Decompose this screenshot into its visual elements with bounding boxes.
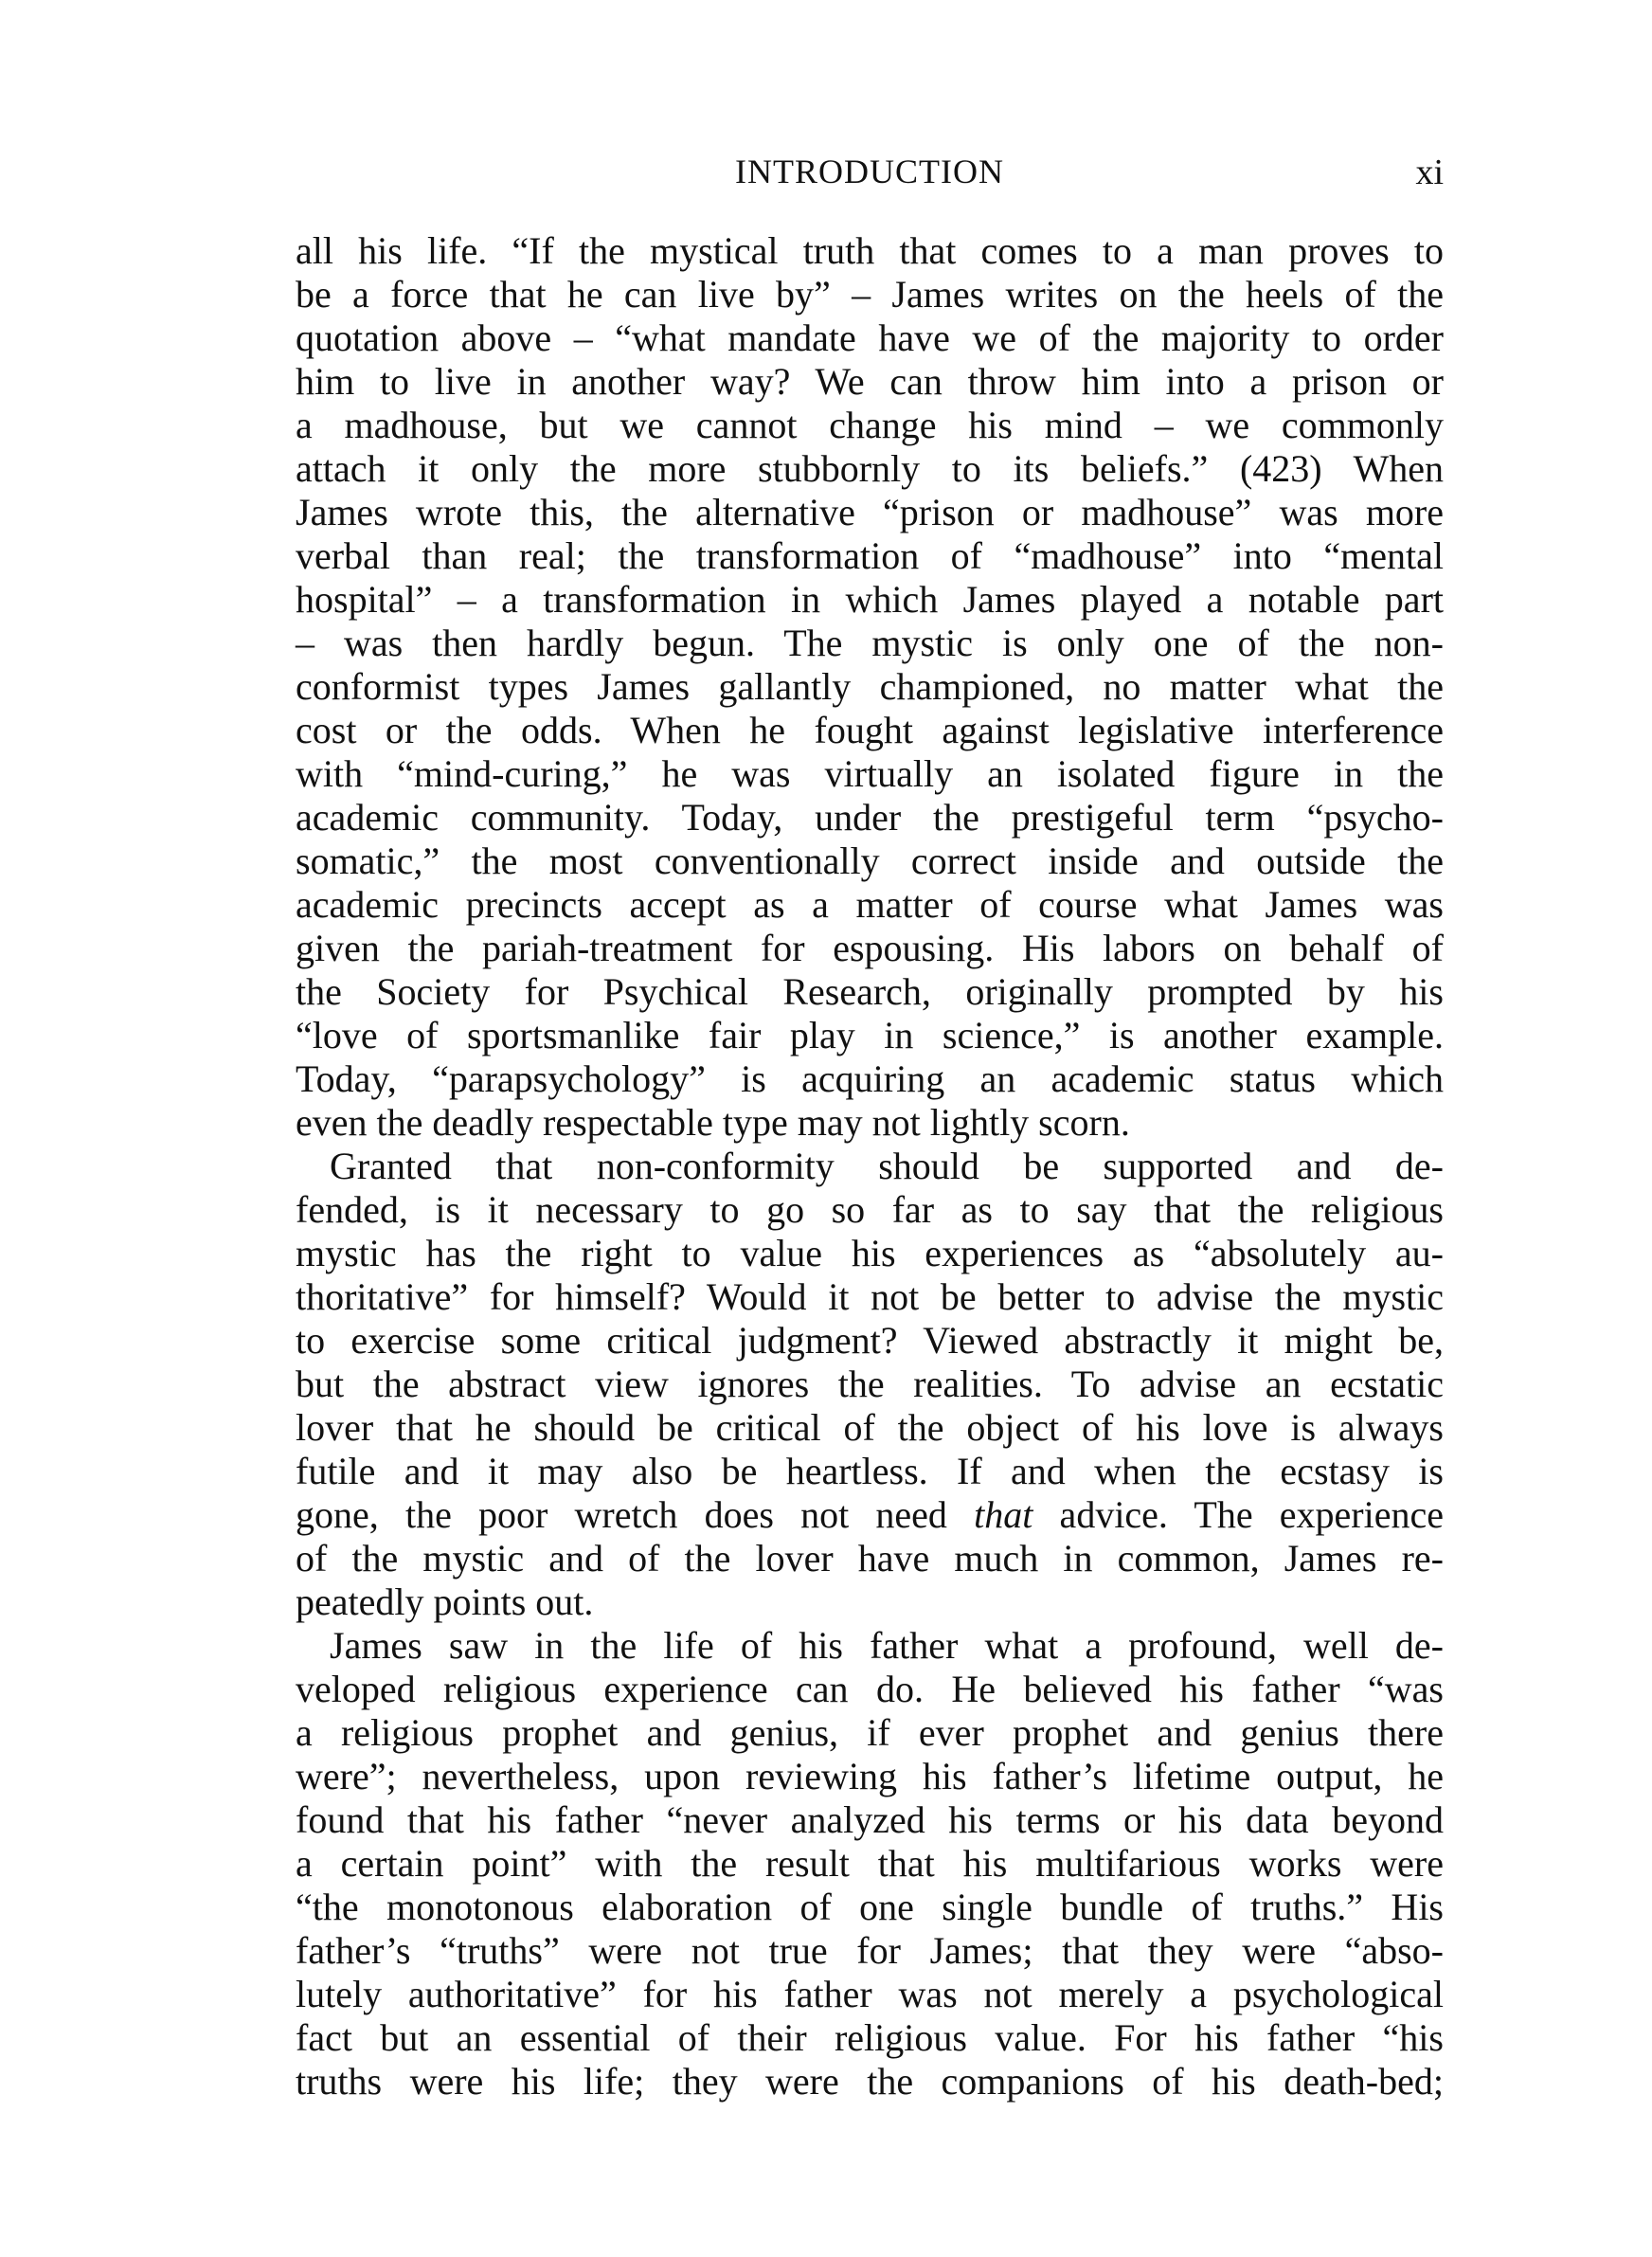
text-line: fact but an essential of their religious value. For his father “his: [296, 2016, 1444, 2059]
text-line: given the pariah-treatment for espousing. His labors on behalf of: [296, 927, 1444, 969]
text-line: James saw in the life of his father what a profound, well de-: [330, 1624, 1444, 1667]
text-line: James wrote this, the alternative “prison or madhouse” was more: [296, 491, 1444, 533]
text-line: Today, “parapsychology” is acquiring an academic status which: [296, 1057, 1444, 1100]
text-line: a religious prophet and genius, if ever prophet and genius there: [296, 1711, 1444, 1754]
text-line: father’s “truths” were not true for James; that they were “abso-: [296, 1929, 1444, 1972]
text-line: academic precincts accept as a matter of course what James was: [296, 883, 1444, 926]
text-line: truths were his life; they were the companions of his death-bed;: [296, 2060, 1444, 2103]
paragraph-2: [296, 1145, 1444, 1624]
text-line: even the deadly respectable type may not lightly scorn.: [296, 1101, 1130, 1144]
text-line: a certain point” with the result that his multifarious works were: [296, 1842, 1444, 1885]
text-segment: advice. The experience: [1032, 1493, 1445, 1536]
text-line: somatic,” the most conventionally correct inside and outside the: [296, 840, 1444, 882]
text-line: futile and it may also be heartless. If and when the ecstasy is: [296, 1450, 1444, 1492]
text-line: thoritative” for himself? Would it not be better to advise the mystic: [296, 1275, 1444, 1318]
paragraph-1: [296, 229, 1444, 1145]
text-line: of the mystic and of the lover have much in common, James re-: [296, 1537, 1444, 1580]
text-line: lutely authoritative” for his father was not merely a psychological: [296, 1973, 1444, 2015]
text-line: “love of sportsmanlike fair play in science,” is another example.: [296, 1014, 1444, 1056]
text-line: peatedly points out.: [296, 1580, 594, 1623]
text-line: mystic has the right to value his experiences as “absolutely au-: [296, 1232, 1444, 1274]
page-number: xi: [1415, 153, 1444, 192]
text-line: verbal than real; the transformation of “madhouse” into “mental: [296, 534, 1444, 577]
text-line: a madhouse, but we cannot change his mind – we commonly: [296, 404, 1444, 446]
text-line: him to live in another way? We can throw him into a prison or: [296, 360, 1444, 403]
running-title: INTRODUCTION: [735, 153, 1004, 190]
body-text: [296, 229, 1444, 2104]
text-line: quotation above – “what mandate have we of the majority to order: [296, 316, 1444, 359]
text-line: fended, is it necessary to go so far as to say that the religious: [296, 1188, 1444, 1231]
text-line: academic community. Today, under the prestigeful term “psycho-: [296, 796, 1444, 839]
text-line: attach it only the more stubbornly to its beliefs.” (423) When: [296, 447, 1444, 490]
text-line: were”; nevertheless, upon reviewing his father’s lifetime output, he: [296, 1755, 1444, 1797]
text-line: to exercise some critical judgment? Viewed abstractly it might be,: [296, 1319, 1444, 1362]
text-line: [296, 1493, 1444, 1537]
text-line: but the abstract view ignores the realities. To advise an ecstatic: [296, 1363, 1444, 1405]
emphasis: that: [974, 1493, 1033, 1536]
text-line: veloped religious experience can do. He believed his father “was: [296, 1668, 1444, 1710]
text-line: found that his father “never analyzed his terms or his data beyond: [296, 1798, 1444, 1841]
text-line: “the monotonous elaboration of one single bundle of truths.” His: [296, 1886, 1444, 1928]
text-line: cost or the odds. When he fought against legislative interference: [296, 709, 1444, 751]
text-line: conformist types James gallantly championed, no matter what the: [296, 665, 1444, 708]
text-line: be a force that he can live by” – James writes on the heels of the: [296, 273, 1444, 316]
text-line: all his life. “If the mystical truth that comes to a man proves to: [296, 229, 1444, 272]
text-segment: gone, the poor wretch does not need: [296, 1493, 975, 1536]
running-header: [296, 152, 1444, 199]
paragraph-3: [296, 1624, 1444, 2104]
text-line: with “mind-curing,” he was virtually an isolated figure in the: [296, 752, 1444, 795]
text-line: the Society for Psychical Research, originally prompted by his: [296, 970, 1444, 1013]
text-line: hospital” – a transformation in which James played a notable part: [296, 578, 1444, 621]
text-line: – was then hardly begun. The mystic is only one of the non-: [296, 622, 1444, 664]
text-line: lover that he should be critical of the object of his love is always: [296, 1406, 1444, 1449]
text-line: Granted that non-conformity should be supported and de-: [330, 1145, 1444, 1187]
